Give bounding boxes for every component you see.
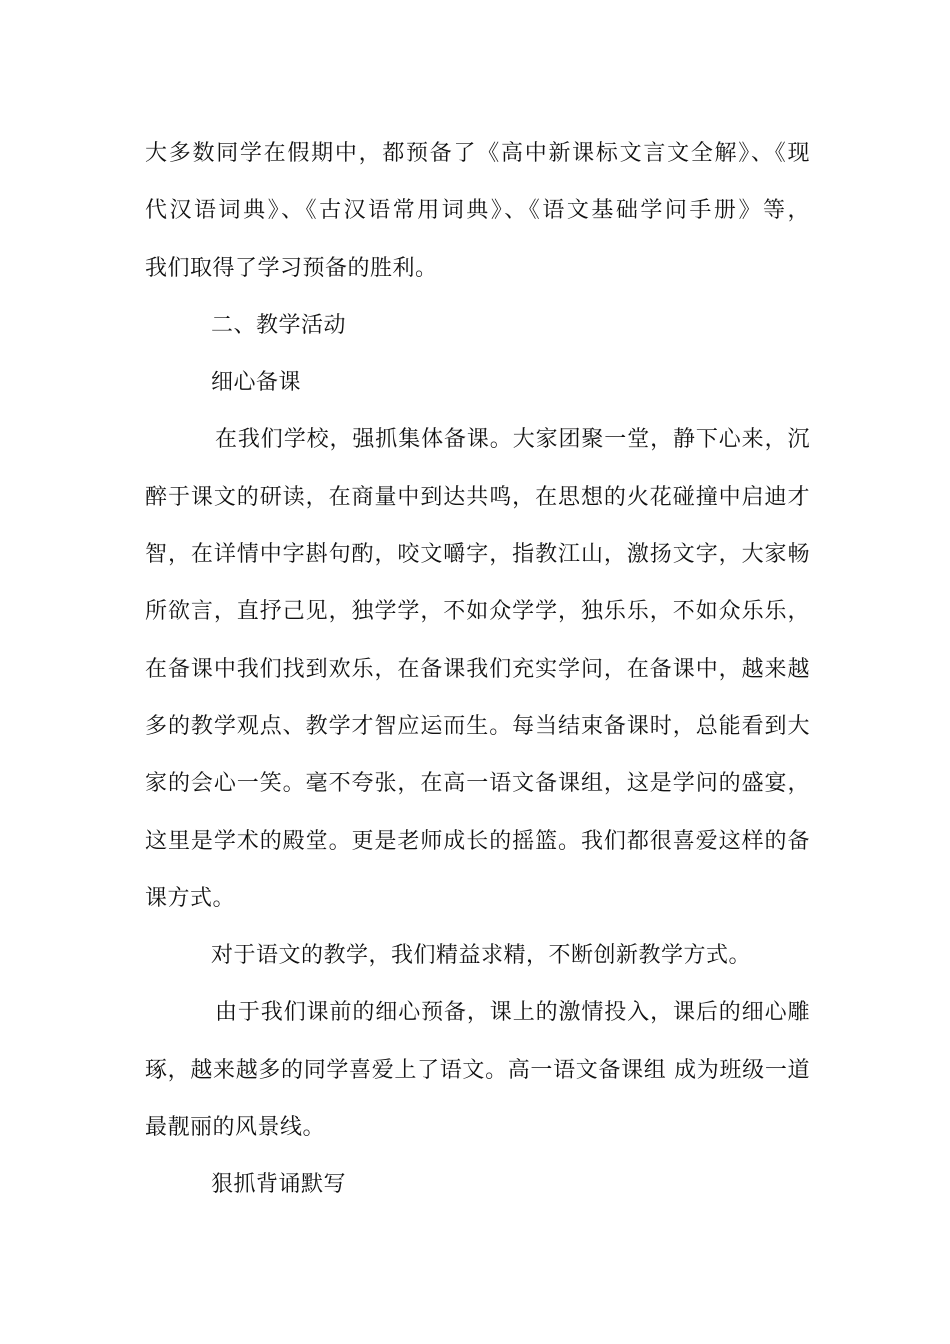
paragraph-line: 醉于课文的研读，在商量中到达共鸣，在思想的火花碰撞中启迪才 bbox=[145, 484, 810, 510]
paragraph-line: 在我们学校，强抓集体备课。大家团聚一堂，静下心来，沉 bbox=[215, 427, 810, 453]
paragraph-line: 智，在详情中字斟句酌，咬文嚼字，指教江山，激扬文字，大家畅 bbox=[145, 542, 810, 568]
paragraph-line: 我们取得了学习预备的胜利。 bbox=[145, 255, 438, 281]
paragraph-line: 最靓丽的风景线。 bbox=[145, 1115, 326, 1141]
paragraph-line: 所欲言，直抒己见，独学学，不如众学学，独乐乐，不如众乐乐， bbox=[145, 599, 810, 625]
paragraph-line: 多的教学观点、教学才智应运而生。每当结束备课时，总能看到大 bbox=[145, 713, 810, 739]
paragraph-line: 在备课中我们找到欢乐，在备课我们充实学问，在备课中，越来越 bbox=[145, 656, 810, 682]
paragraph-line: 家的会心一笑。毫不夸张，在高一语文备课组，这是学问的盛宴， bbox=[145, 771, 810, 797]
subsection-heading: 细心备课 bbox=[211, 370, 302, 396]
paragraph-line: 大多数同学在假期中，都预备了《高中新课标文言文全解》、《现 bbox=[145, 141, 810, 166]
paragraph-line: 课方式。 bbox=[145, 885, 236, 911]
paragraph-line: 琢，越来越多的同学喜爱上了语文。高一语文备课组 成为班级一道 bbox=[145, 1057, 810, 1083]
document-body bbox=[145, 131, 810, 1220]
paragraph-line: 代汉语词典》、《古汉语常用词典》、《语文基础学问手册》等， bbox=[145, 198, 810, 224]
paragraph-line: 由于我们课前的细心预备，课上的激情投入，课后的细心雕 bbox=[215, 1000, 810, 1026]
section-heading: 二、教学活动 bbox=[211, 312, 347, 338]
subsection-heading: 狠抓背诵默写 bbox=[211, 1172, 347, 1198]
paragraph-line: 对于语文的教学，我们精益求精，不断创新教学方式。 bbox=[211, 943, 752, 969]
paragraph-line: 这里是学术的殿堂。更是老师成长的摇篮。我们都很喜爱这样的备 bbox=[145, 828, 810, 854]
